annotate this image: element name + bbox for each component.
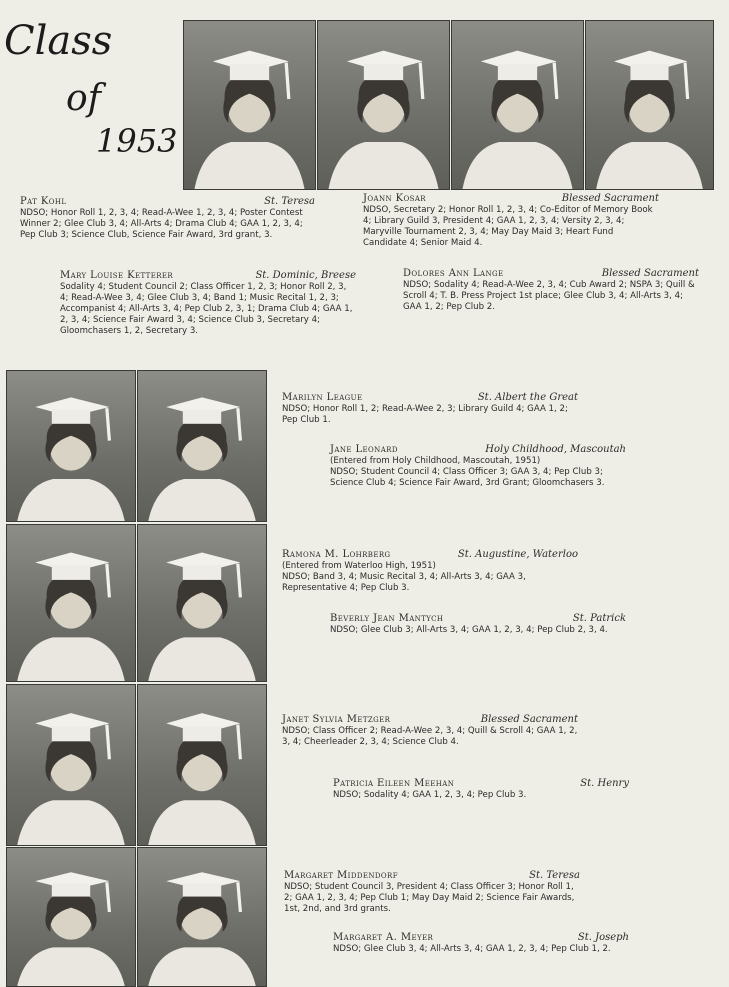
student-entry	[282, 714, 578, 748]
portrait-photo	[137, 847, 267, 987]
student-note: (Entered from Waterloo High, 1951)	[282, 561, 436, 571]
student-activities: NDSO; Class Officer 2; Read-A-Wee 2, 3, 4; Quill & Scroll 4; GAA 1, 2, 3, 4; Cheerleader 2, 3, 4; Science Club 4.	[282, 726, 578, 747]
student-entry	[282, 392, 578, 426]
student-name: Jane Leonard	[330, 444, 398, 455]
student-entry	[282, 549, 578, 594]
student-name: Margaret A. Meyer	[333, 932, 434, 943]
student-activities: NDSO; Sodality 4; GAA 1, 2, 3, 4; Pep Club 3.	[333, 790, 527, 800]
student-activities: NDSO; Student Council 3, President 4; Class Officer 3; Honor Roll 1, 2; GAA 1, 2, 3, 4; Pep Club 1; May Day Maid 2; Science Fair Awards, 1st, 2nd, and 3rd grants.	[284, 882, 575, 914]
title-class: Class	[4, 18, 113, 64]
student-entry	[60, 270, 356, 337]
portrait-photo	[317, 20, 450, 190]
student-name: Dolores Ann Lange	[403, 268, 504, 279]
student-name: Joann Kosar	[363, 193, 426, 204]
student-activities: NDSO; Sodality 4; Read-A-Wee 2, 3, 4; Cub Award 2; NSPA 3; Quill & Scroll 4; T. B. Press Project 1st place; Glee Club 3, 4; All-Arts 3, 4; GAA 1, 2; Pep Club 2.	[403, 280, 695, 312]
student-parish: St. Teresa	[529, 870, 580, 881]
student-note: (Entered from Holy Childhood, Mascoutah, 1951)	[330, 456, 541, 466]
student-activities: NDSO, Secretary 2; Honor Roll 1, 2, 3, 4; Co-Editor of Memory Book 4; Library Guild 3, President 4; GAA 1, 2, 3, 4; Versity 2, 3, 4; Maryville Tournament 2, 3, 4; May Day Maid 3; Heart Fund Candidate 4; Senior Maid 4.	[363, 205, 653, 248]
student-name: Janet Sylvia Metzger	[282, 714, 391, 725]
portrait-photo	[6, 684, 136, 846]
student-activities: NDSO; Honor Roll 1, 2; Read-A-Wee 2, 3; Library Guild 4; GAA 1, 2; Pep Club 1.	[282, 404, 568, 425]
student-activities: NDSO; Glee Club 3, 4; All-Arts 3, 4; GAA 1, 2, 3, 4; Pep Club 1, 2.	[333, 944, 611, 954]
student-parish: St. Dominic, Breese	[255, 270, 356, 281]
student-entry	[330, 444, 626, 489]
title-year: 1953	[96, 122, 178, 160]
portrait-photo	[6, 847, 136, 987]
student-parish: St. Joseph	[577, 932, 629, 943]
student-name: Ramona M. Lohrberg	[282, 549, 391, 560]
student-name: Marilyn League	[282, 392, 363, 403]
student-activities: NDSO; Glee Club 3; All-Arts 3, 4; GAA 1, 2, 3, 4; Pep Club 2, 3, 4.	[330, 625, 608, 635]
student-activities: NDSO; Honor Roll 1, 2, 3, 4; Read-A-Wee 1, 2, 3, 4; Poster Contest Winner 2; Glee Club 3, 4; All-Arts 4; Drama Club 4; GAA 1, 2, 3, 4; Pep Club 3; Science Club, Science Fair Award, 3rd grant, 3.	[20, 208, 303, 240]
portrait-photo	[183, 20, 316, 190]
student-parish: St. Augustine, Waterloo	[457, 549, 578, 560]
portrait-photo	[451, 20, 584, 190]
student-entry	[363, 193, 659, 249]
student-parish: St. Henry	[580, 778, 629, 789]
student-entry	[20, 196, 315, 241]
student-parish: St. Teresa	[264, 196, 315, 207]
student-activities: NDSO; Band 3, 4; Music Recital 3, 4; All-Arts 3, 4; GAA 3, Representative 4; Pep Club 3.	[282, 572, 526, 593]
portrait-photo	[137, 524, 267, 682]
portrait-photo	[137, 370, 267, 522]
student-activities: Sodality 4; Student Council 2; Class Officer 1, 2, 3; Honor Roll 2, 3, 4; Read-A-Wee 3, 4; Glee Club 3, 4; Band 1; Music Recital 1, 2, 3; Accompanist 4; All-Arts 3, 4; Pep Club 2, 3, 1; Drama Club 4; GAA 1, 2, 3, 4; Science Fair Award 3, 4; Science Club 3, Secretary 4; Gloomchasers 1, 2, Secretary 3.	[60, 282, 353, 336]
title-of: of	[66, 78, 101, 119]
student-entry	[333, 932, 629, 955]
student-parish: St. Albert the Great	[477, 392, 578, 403]
student-name: Beverly Jean Mantych	[330, 613, 444, 624]
student-entry	[333, 778, 629, 801]
portrait-photo	[6, 524, 136, 682]
student-name: Patricia Eileen Meehan	[333, 778, 455, 789]
student-name: Margaret Middendorf	[284, 870, 398, 881]
portrait-photo	[137, 684, 267, 846]
student-parish: Holy Childhood, Mascoutah	[485, 444, 626, 455]
student-entry	[403, 268, 699, 313]
student-entry	[330, 613, 626, 636]
student-parish: Blessed Sacrament	[561, 193, 659, 204]
portrait-photo	[585, 20, 714, 190]
student-entry	[284, 870, 580, 915]
student-parish: St. Patrick	[572, 613, 626, 624]
student-parish: Blessed Sacrament	[601, 268, 699, 279]
student-activities: NDSO; Student Council 4; Class Officer 3; GAA 3, 4; Pep Club 3; Science Club 4; Science Fair Award, 3rd Grant; Gloomchasers 3.	[330, 467, 605, 488]
student-name: Mary Louise Ketterer	[60, 270, 174, 281]
student-name: Pat Kohl	[20, 196, 67, 207]
portrait-photo	[6, 370, 136, 522]
student-parish: Blessed Sacrament	[480, 714, 578, 725]
